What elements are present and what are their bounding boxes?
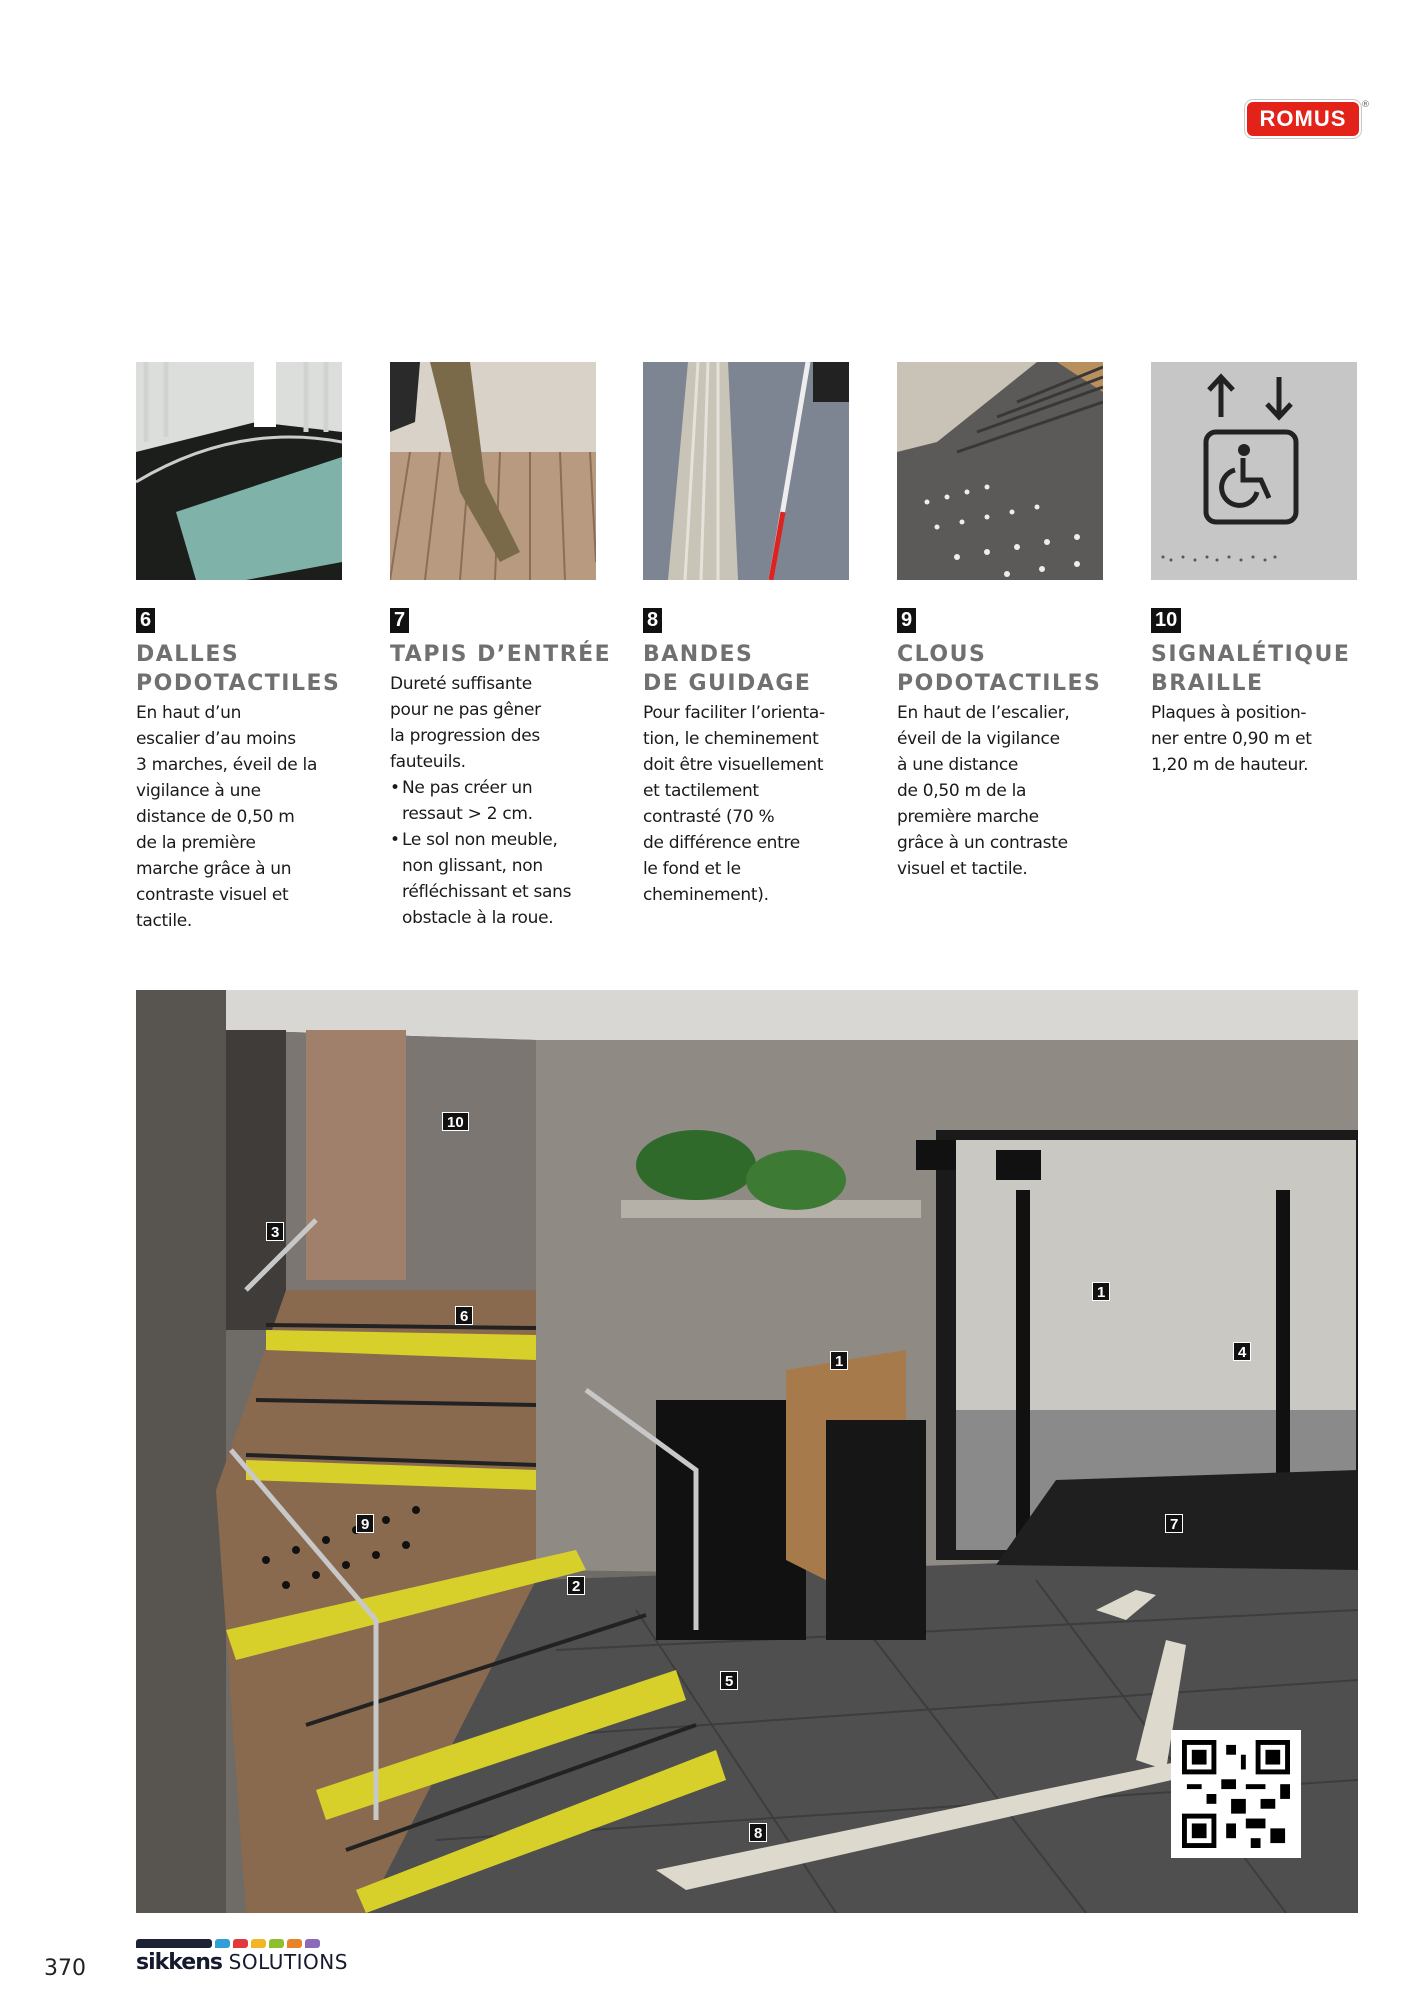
- item-description: [390, 671, 571, 931]
- brand-suffix: SOLUTIONS: [228, 1950, 348, 1974]
- text-line: de la première: [136, 833, 256, 853]
- page-number: 370: [44, 1956, 86, 1981]
- romus-logo: ROMUS: [1247, 102, 1359, 136]
- text-line: cheminement).: [643, 885, 769, 905]
- text-line: fauteuils.: [390, 752, 466, 772]
- item-description: [897, 700, 1070, 882]
- text-line: En haut d’un: [136, 703, 242, 723]
- item-title: [1151, 640, 1350, 698]
- title-line: BANDES: [643, 642, 754, 667]
- text-line: ner entre 0,90 m et: [1151, 729, 1312, 749]
- text-line: pour ne pas gêner: [390, 700, 541, 720]
- lobby-illustration: [136, 990, 1358, 1913]
- text-line: visuel et tactile.: [897, 859, 1028, 879]
- scene-marker: 5: [720, 1671, 738, 1690]
- photo-signaletique-braille: [1151, 362, 1357, 580]
- title-line: BRAILLE: [1151, 671, 1264, 696]
- item-description: [1151, 700, 1312, 778]
- title-line: SIGNALÉTIQUE: [1151, 642, 1351, 667]
- scene-marker: 8: [749, 1823, 767, 1842]
- brand-name: sikkens: [136, 1950, 222, 1975]
- text-line: grâce à un contraste: [897, 833, 1068, 853]
- text-line: Dureté suffisante: [390, 674, 532, 694]
- text-line: marche grâce à un: [136, 859, 292, 879]
- text-line: de 0,50 m de la: [897, 781, 1027, 801]
- item-description: [136, 700, 317, 934]
- title-line: DE GUIDAGE: [643, 671, 812, 696]
- item-number: 6: [136, 608, 155, 633]
- scene-marker: 3: [266, 1222, 284, 1241]
- text-line: la progression des: [390, 726, 540, 746]
- scene-marker: 2: [567, 1576, 585, 1595]
- item-title: [136, 640, 340, 698]
- bullet-item: • Ne pas créer un ressaut > 2 cm.: [390, 775, 571, 827]
- title-line: CLOUS: [897, 642, 987, 667]
- text-line: contraste visuel et: [136, 885, 289, 905]
- text-line: éveil de la vigilance: [897, 729, 1060, 749]
- item-number: 9: [897, 608, 916, 633]
- item-description: [643, 700, 825, 908]
- scene-marker: 1: [1092, 1282, 1110, 1301]
- text-line: à une distance: [897, 755, 1019, 775]
- title-line: DALLES: [136, 642, 240, 667]
- text-line: distance de 0,50 m: [136, 807, 295, 827]
- scene-marker: 4: [1233, 1342, 1251, 1361]
- bullet-item: • Le sol non meuble, non glissant, non réfléchissant et sans obstacle à la roue.: [390, 827, 571, 931]
- text-line: le fond et le: [643, 859, 741, 879]
- text-line: de différence entre: [643, 833, 800, 853]
- text-line: contrasté (70 %: [643, 807, 775, 827]
- product-clous-podotactiles: [897, 362, 1103, 879]
- item-title: [643, 640, 811, 698]
- item-title: [390, 640, 611, 669]
- text-line: 3 marches, éveil de la: [136, 755, 318, 775]
- scene-marker: 9: [356, 1514, 374, 1533]
- text-line: vigilance à une: [136, 781, 261, 801]
- text-line: En haut de l’escalier,: [897, 703, 1070, 723]
- scene-marker: 1: [830, 1351, 848, 1370]
- item-number: 10: [1151, 608, 1181, 633]
- photo-clous-podotactiles: [897, 362, 1103, 580]
- registered-mark: ®: [1361, 100, 1370, 110]
- scene-marker: 6: [455, 1306, 473, 1325]
- title-line: PODOTACTILES: [897, 671, 1102, 696]
- title-line: TAPIS D’ENTRÉE: [390, 642, 612, 667]
- photo-bandes-guidage: [643, 362, 849, 580]
- item-title: [897, 640, 1101, 698]
- text-line: et tactilement: [643, 781, 759, 801]
- title-line: PODOTACTILES: [136, 671, 341, 696]
- product-signaletique-braille: [1151, 362, 1357, 775]
- product-dalles-podotactiles: [136, 362, 342, 931]
- qr-code[interactable]: [1171, 1730, 1301, 1858]
- text-line: tion, le cheminement: [643, 729, 819, 749]
- scene-marker: 7: [1165, 1514, 1183, 1533]
- photo-tapis-entree: [390, 362, 596, 580]
- product-bandes-guidage: [643, 362, 849, 905]
- text-line: Plaques à position-: [1151, 703, 1307, 723]
- text-line: Pour faciliter l’orienta-: [643, 703, 825, 723]
- product-tapis-entree: [390, 362, 612, 928]
- text-line: tactile.: [136, 911, 193, 931]
- text-line: première marche: [897, 807, 1039, 827]
- item-number: 8: [643, 608, 662, 633]
- scene-marker: 10: [442, 1112, 469, 1131]
- text-line: doit être visuellement: [643, 755, 824, 775]
- sikkens-solutions-logo: [136, 1939, 348, 1975]
- logo-color-bars: [136, 1939, 348, 1948]
- item-number: 7: [390, 608, 409, 633]
- text-line: 1,20 m de hauteur.: [1151, 755, 1309, 775]
- photo-dalles-podotactiles: [136, 362, 342, 580]
- text-line: escalier d’au moins: [136, 729, 296, 749]
